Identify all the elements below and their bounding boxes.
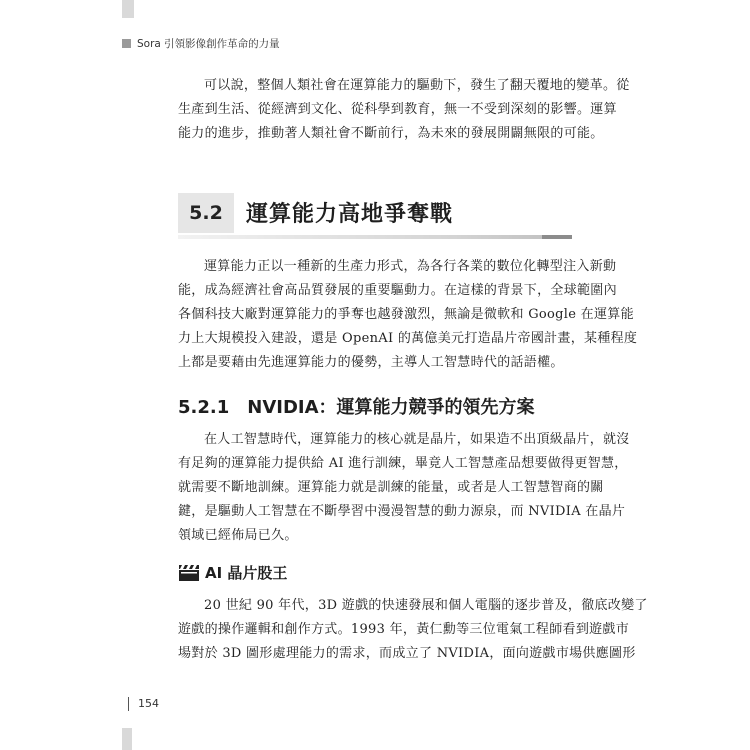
text-line: 鍵，是驅動人工智慧在不斷學習中漫漫智慧的動力源泉，而 NVIDIA 在晶片 bbox=[178, 504, 626, 519]
text-line: 上都是要藉由先進運算能力的優勢，主導人工智慧時代的話語權。 bbox=[178, 355, 564, 370]
subsubsection-heading bbox=[178, 562, 287, 583]
text-line: 力上大規模投入建設，還是 OpenAI 的萬億美元打造晶片帝國計畫，某種程度 bbox=[178, 331, 638, 346]
page-number-rule bbox=[128, 697, 129, 711]
subsection-number: 5.2.1 bbox=[178, 397, 230, 418]
text-line: 場對於 3D 圖形處理能力的需求，而成立了 NVIDIA，面向遊戲市場供應圖形 bbox=[178, 646, 636, 661]
text-line: 20 世紀 90 年代，3D 遊戲的快速發展和個人電腦的逐步普及，徹底改變了 bbox=[204, 598, 648, 613]
clapperboard-icon bbox=[178, 564, 200, 582]
text-line: 能，成為經濟社會高品質發展的重要驅動力。在這樣的背景下，全球範圍內 bbox=[178, 283, 617, 298]
gutter-bar-bottom bbox=[122, 728, 132, 750]
text-line: 就需要不斷地訓練。運算能力就是訓練的能量，或者是人工智慧智商的關 bbox=[178, 480, 604, 495]
text-line: 各個科技大廠對運算能力的爭奪也越發激烈，無論是微軟和 Google 在運算能 bbox=[178, 307, 634, 322]
section-number: 5.2 bbox=[178, 193, 234, 233]
paragraph-section bbox=[178, 255, 638, 375]
paragraph-chip bbox=[178, 594, 648, 666]
paragraph-subsection bbox=[178, 428, 630, 548]
book-title: Sora 引領影像創作革命的力量 bbox=[137, 38, 280, 50]
subsubsection-title: AI 晶片股王 bbox=[205, 564, 288, 582]
text-line: 領域已經佈局已久。 bbox=[178, 528, 298, 543]
subsection-title: NVIDIA：運算能力競爭的領先方案 bbox=[247, 397, 535, 418]
text-line: 生產到生活、從經濟到文化、從科學到教育，無一不受到深刻的影響。運算 bbox=[178, 102, 617, 117]
running-header bbox=[122, 36, 280, 51]
text-line: 可以說，整個人類社會在運算能力的驅動下，發生了翻天覆地的變革。從 bbox=[204, 78, 630, 93]
text-line: 在人工智慧時代，運算能力的核心就是晶片，如果造不出頂級晶片，就沒 bbox=[204, 432, 630, 447]
header-square-icon bbox=[122, 39, 131, 48]
text-line: 運算能力正以一種新的生產力形式，為各行各業的數位化轉型注入新動 bbox=[204, 259, 617, 274]
section-rule-end bbox=[542, 235, 572, 239]
page-number: 154 bbox=[138, 697, 159, 710]
gutter-bar-top bbox=[122, 0, 134, 18]
text-line: 有足夠的運算能力提供給 AI 進行訓練，畢竟人工智慧產品想要做得更智慧， bbox=[178, 456, 628, 471]
text-line: 能力的進步，推動著人類社會不斷前行，為未來的發展開闢無限的可能。 bbox=[178, 126, 604, 141]
section-title: 運算能力高地爭奪戰 bbox=[246, 202, 454, 227]
text-line: 遊戲的操作邏輯和創作方式。1993 年，黃仁勳等三位電氣工程師看到遊戲市 bbox=[178, 622, 630, 637]
paragraph-intro bbox=[178, 74, 630, 146]
section-rule bbox=[178, 235, 572, 239]
section-heading bbox=[178, 193, 572, 239]
subsection-heading bbox=[178, 393, 535, 419]
